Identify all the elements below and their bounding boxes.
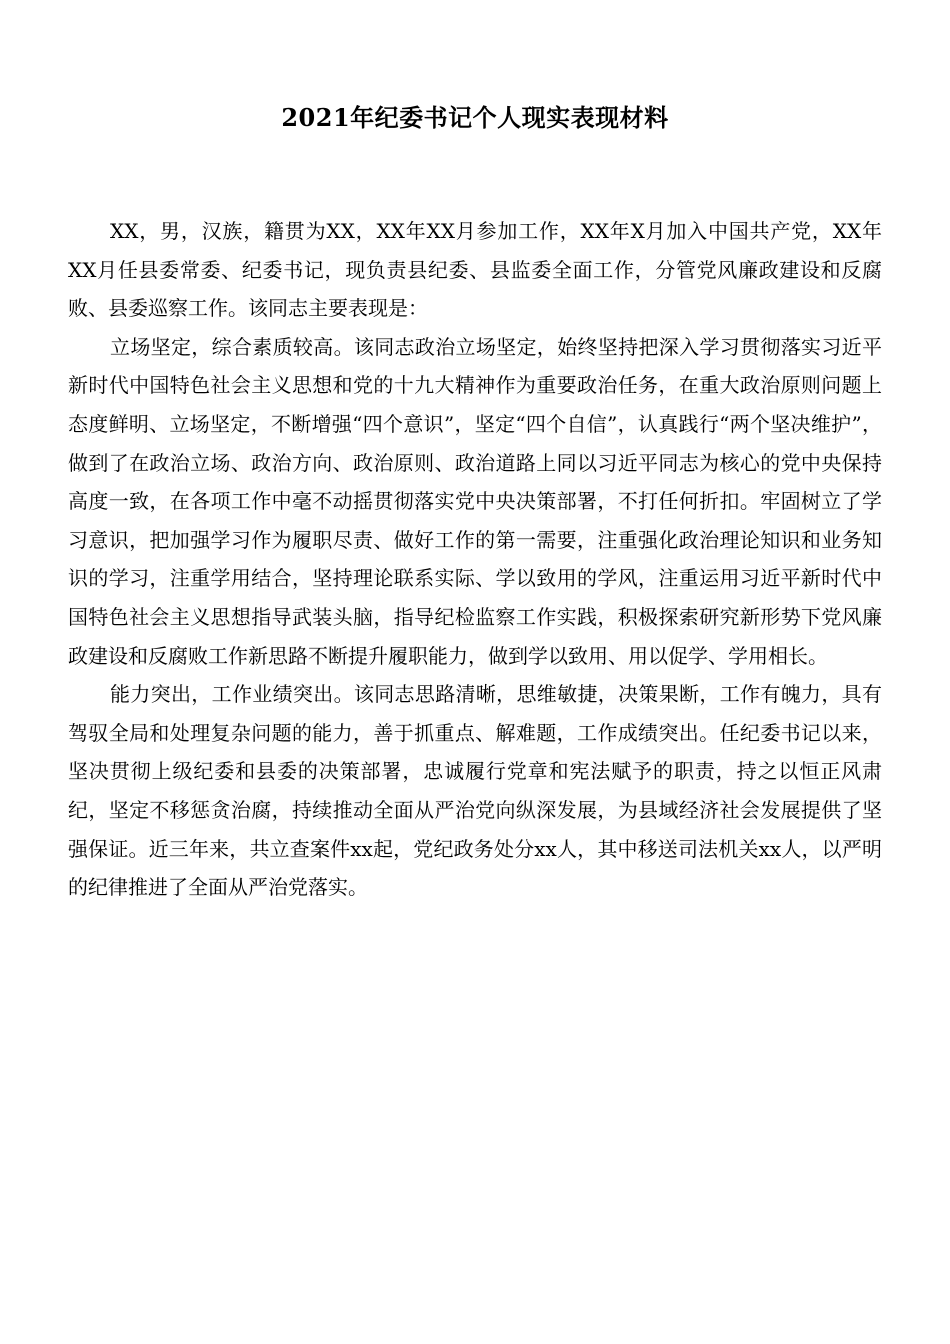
document-title: 2021年纪委书记个人现实表现材料 <box>281 103 669 132</box>
paragraph-intro: XX，男，汉族，籍贯为XX，XX年XX月参加工作，XX年X月加入中国共产党，XX年XX月任县委常委、纪委书记，现负责县纪委、县监委全面工作，分管党风廉政建设和反腐败、县委巡察工作。该同志主要表现是： <box>68 219 882 321</box>
paragraph-work-ability: 能力突出，工作业绩突出。该同志思路清晰，思维敏捷，决策果断，工作有魄力，具有驾驭全局和处理复杂问题的能力，善于抓重点、解难题，工作成绩突出。任纪委书记以来，坚决贯彻上级纪委和县委的决策部署，忠诚履行党章和宪法赋予的职责，持之以恒正风肃纪，坚定不移惩贪治腐，持续推动全面从严治党向纵深发展，为县域经济社会发展提供了坚强保证。近三年来，共立查案件xx起，党纪政务处分xx人，其中移送司法机关xx人，以严明的纪律推进了全面从严治党落实。 <box>68 682 882 900</box>
document-body <box>68 212 882 907</box>
paragraph-political-stance: 立场坚定，综合素质较高。该同志政治立场坚定，始终坚持把深入学习贯彻落实习近平新时代中国特色社会主义思想和党的十九大精神作为重要政治任务，在重大政治原则问题上态度鲜明、立场坚定，不断增强“四个意识”，坚定“四个自信”，认真践行“两个坚决维护”，做到了在政治立场、政治方向、政治原则、政治道路上同以习近平同志为核心的党中央保持高度一致，在各项工作中毫不动摇贯彻落实党中央决策部署，不打任何折扣。牢固树立了学习意识，把加强学习作为履职尽责、做好工作的第一需要，注重强化政治理论知识和业务知识的学习，注重学用结合，坚持理论联系实际、学以致用的学风，注重运用习近平新时代中国特色社会主义思想指导武装头脑，指导纪检监察工作实践，积极探索研究新形势下党风廉政建设和反腐败工作新思路不断提升履职能力，做到学以致用、用以促学、学用相长。 <box>68 334 882 668</box>
